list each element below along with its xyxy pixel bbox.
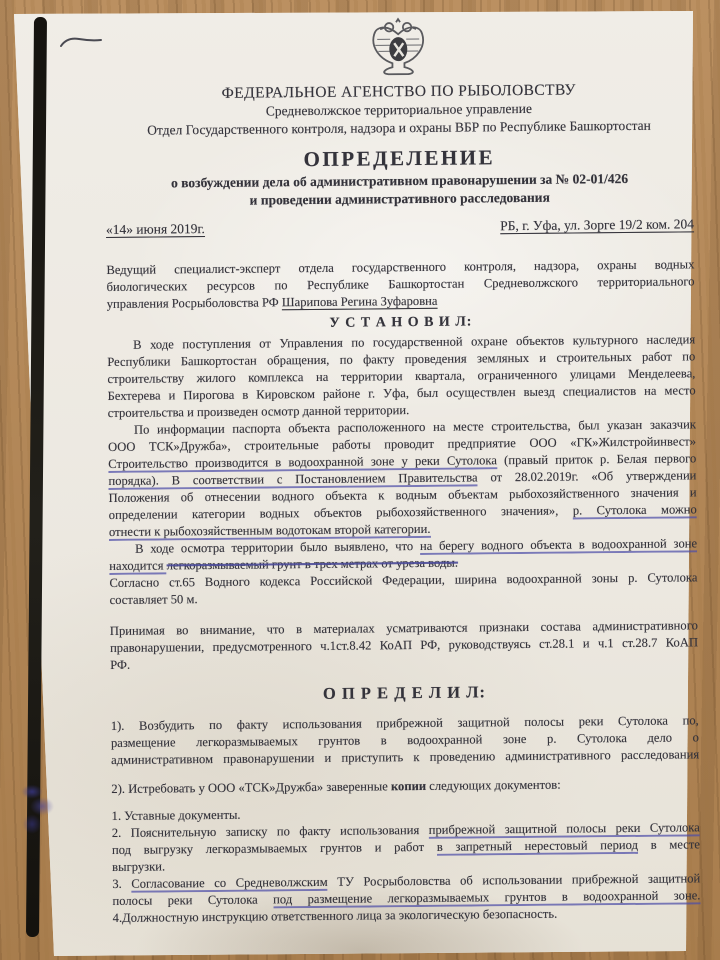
ruling-item-1	[111, 712, 699, 769]
text-segment: 4.Должностную инструкцию ответственного лица за экологическую безопасность.	[112, 906, 558, 925]
findings-paragraph-1	[107, 331, 696, 422]
text-segment: составляет 50 м.	[109, 592, 198, 607]
text-segment: В ходе поступления от Управления по государственной охране объектов культурного наследия	[133, 332, 696, 352]
legal-grounds-paragraph	[110, 617, 698, 674]
date-place-row	[106, 216, 694, 238]
officer-paragraph	[106, 256, 694, 313]
pen-struck-text: легкоразмываемый грунт в трех метрах от уреза воды.	[166, 555, 459, 573]
document-place: РБ, г. Уфа, ул. Зорге 19/2 ком. 204	[500, 216, 695, 234]
pen-underlined-text: под размещение легкоразмываемых грунтов в водоохранной зоне.	[273, 888, 701, 907]
findings-paragraph-2	[108, 416, 697, 541]
text-segment: административном правонарушении и приступить к проведению административного расследования	[111, 747, 700, 767]
document-header	[104, 14, 694, 210]
pen-underlined-text: порядка). В соответствии с Постановлением Правительства	[108, 470, 478, 488]
heading-opredelil: О П Р Е Д Е Л И Л:	[322, 682, 487, 703]
pen-check-stroke	[58, 32, 104, 52]
pen-underlined-text: Согласование со Средневолжским	[131, 874, 328, 891]
document-subtitle-2: и проведении административного расследования	[249, 189, 550, 208]
findings-paragraph-3	[109, 535, 697, 575]
pen-underlined-text: р. Сутолока можно	[572, 502, 697, 518]
text-segment: управления Росрыболовства РФ	[106, 295, 282, 311]
text-segment: Ведущий специалист-эксперт отдела государственного контроля, надзора, охраны водных	[106, 257, 695, 277]
text-segment: 2. Пояснительную записку по факту использования	[111, 822, 429, 840]
text-segment: ТУ Росрыболовства об использовании прибрежной защитной	[327, 871, 701, 889]
pen-underlined-text: на берегу водного объекта в водоохранной зоне	[419, 536, 698, 553]
text-segment: Принимая во внимание, что в материалах усматриваются признаки состава административного	[109, 618, 698, 638]
text-segment: определении категории водных объектов рыбохозяйственного значения»,	[108, 503, 573, 522]
documents-list-item-3	[112, 870, 700, 910]
text-segment: размещение легкоразмываемых грунтов в водоохранной зоне р. Сутолока дело о	[110, 730, 699, 750]
text-segment: Бехтерева и Пирогова в Кировском районе г. Уфа, был осуществлен выезд специалистов на место	[107, 383, 696, 403]
document-line	[111, 775, 699, 798]
text-segment: (правый приток р. Белая первого	[496, 451, 697, 468]
pen-underlined-text: прибрежной защитной полосы реки Сутолока	[428, 820, 700, 837]
document-date: «14» июня 2019г.	[105, 221, 205, 237]
text-segment: 3.	[112, 876, 132, 891]
text-segment: 2). Истребовать у ООО «ТСК»Дружба» заверенные	[111, 779, 391, 796]
text-segment: в месте	[637, 837, 700, 852]
division-name: Отдел Государственного контроля, надзора и охраны ВБР по Республике Башкортостан	[147, 117, 651, 138]
document-body	[106, 256, 700, 927]
text-segment: биологических ресурсов по Республике Башкортостан Средневолжского территориального	[106, 274, 695, 294]
document-subtitle-1: о возбуждении дела об административном правонарушении за № 02-01/426	[170, 170, 629, 191]
pen-underlined-text: отнести к рыбохозяйственным водотокам второй категории.	[108, 521, 431, 539]
document-title: ОПРЕДЕЛЕНИЕ	[303, 145, 496, 172]
text-segment: РФ.	[110, 657, 131, 672]
text-segment: ООО ТСК»Дружба», строительные работы проводит предприятие ООО «ГК»Жилстройинвест»	[108, 434, 697, 454]
text-segment: полосы реки Сутолока	[112, 892, 274, 908]
text-segment: следующих документов:	[426, 777, 561, 793]
text-segment: от 28.02.2019г. «Об утверждении	[477, 468, 697, 485]
bold-text: копии	[390, 778, 427, 794]
text-segment: По информации паспорта объекта расположенного на месте строительства, был указан заказчик	[133, 417, 696, 437]
findings-paragraph-4	[109, 569, 697, 609]
text-segment: Согласно ст.65 Водного кодекса Российской Федерации, ширина водоохранной зоны р. Сутолока	[109, 570, 698, 590]
text-segment: строительства и произведен осмотр данной территории.	[107, 403, 410, 420]
territorial-department: Средневолжское территориальное управление	[265, 100, 533, 119]
text-segment: 1. Уставные документы.	[111, 807, 241, 823]
text-segment: выгрузки.	[112, 859, 166, 874]
blue-ink-smudge	[18, 782, 58, 836]
text-segment: Положения об отнесении водного объекта к водным объектам рыбохозяйственного значения и	[108, 485, 697, 505]
text-segment: 1). Возбудить по факту использования прибрежной защитной полосы реки Сутолока по,	[110, 713, 699, 733]
typed-underlined-text: Шарипова Регина Зуфаровна	[281, 293, 438, 310]
text-segment: под выгрузку легкоразмываемых грунтов и работ	[111, 839, 437, 857]
text-segment: Республики Башкортостан обращения, по факту проведения земляных и строительных работ по	[107, 349, 696, 369]
pen-underlined-text: находится	[109, 558, 167, 573]
agency-name: ФЕДЕРАЛЬНОЕ АГЕНСТВО ПО РЫБОЛОВСТВУ	[221, 81, 576, 102]
text-segment: В ходе осмотра территории было выявлено, что	[135, 538, 421, 556]
document-content	[104, 14, 701, 927]
text-segment: строительству жилого комплекса на территории квартала, ограниченного улицами Менделеева,	[107, 366, 696, 386]
heading-ustanovil: У С Т А Н О В И Л:	[329, 314, 473, 331]
text-segment: правонарушении, предусмотренного ч.1ст.8.42 КоАП РФ, руководствуясь ст.28.1 и ч.1 ст.28.7 КоАП	[109, 635, 699, 655]
pen-underlined-text: Строительство производится в водоохранной зоне у реки Сутолока	[108, 453, 497, 471]
documents-list-item-2	[112, 819, 700, 876]
ruling-item-2	[111, 775, 699, 798]
pen-underlined-text: в запретный нерестовый период	[436, 837, 639, 854]
double-headed-eagle-emblem-icon	[365, 17, 432, 78]
